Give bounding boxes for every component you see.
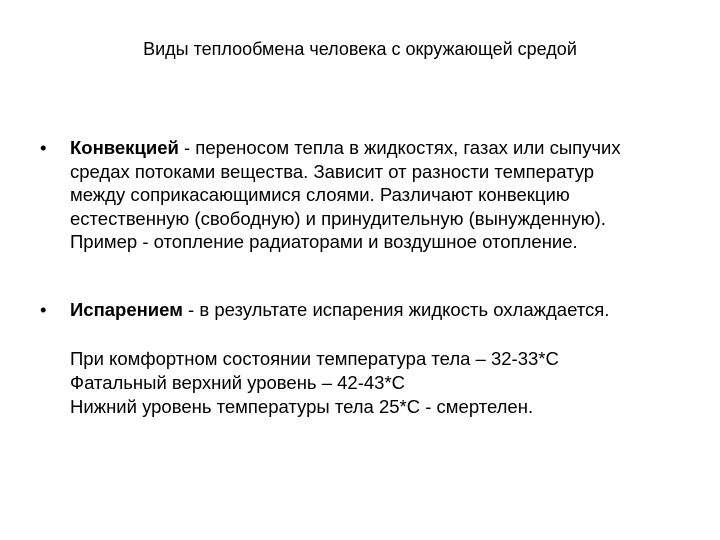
temperature-notes bbox=[70, 347, 700, 419]
bullet-evaporation bbox=[40, 298, 700, 322]
note-line: При комфортном состоянии температура тела – 32-33*С bbox=[70, 348, 559, 369]
bullet-body bbox=[70, 298, 700, 322]
note-line: Нижний уровень температуры тела 25*С - смертелен. bbox=[70, 396, 534, 417]
bullet-term: Испарением bbox=[70, 299, 183, 320]
note-line: Фатальный верхний уровень – 42-43*С bbox=[70, 372, 406, 393]
slide-title: Виды теплообмена человека с окружающей средой bbox=[143, 39, 577, 59]
bullet-text: - переносом тепла в жидкостях, газах или сыпучих средах потоками вещества. Зависит от разности температур между соприкасающимися слоями. Различают конвекцию естественную (свободную) и принудительную (вынужденную). Пример - отопление радиаторами и воздушное отопление. bbox=[70, 137, 621, 252]
bullet-marker: • bbox=[40, 299, 47, 320]
bullet-text: - в результате испарения жидкость охлаждается. bbox=[182, 299, 610, 320]
bullet-term: Конвекцией bbox=[70, 137, 179, 158]
bullet-body bbox=[70, 136, 700, 254]
bullet-convection bbox=[40, 136, 700, 254]
bullet-marker: • bbox=[40, 137, 47, 158]
